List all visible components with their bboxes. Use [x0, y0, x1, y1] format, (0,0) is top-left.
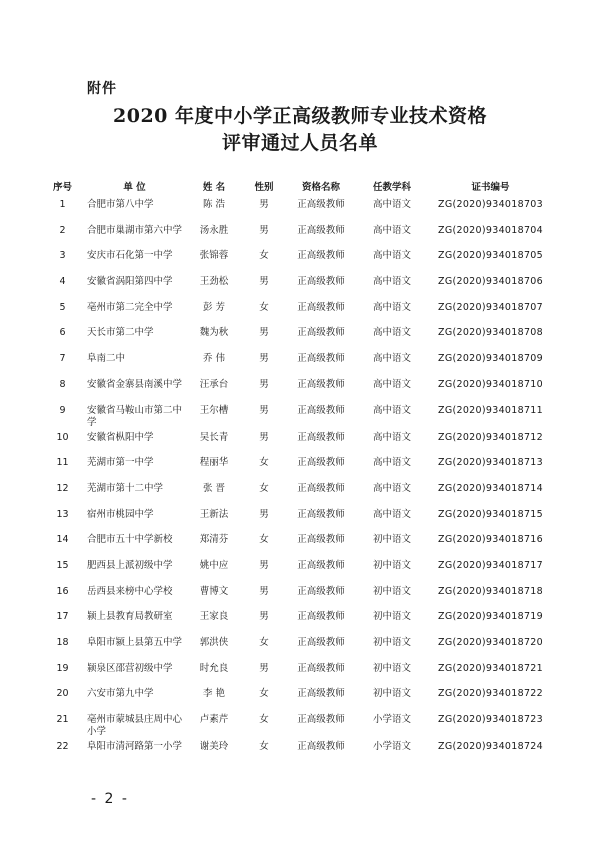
cell-gender: 女	[259, 534, 269, 546]
cell-unit: 安徽省涡阳第四中学	[87, 276, 173, 288]
cell-certificate: ZG(2020)934018715	[438, 508, 543, 520]
table-row	[40, 506, 555, 532]
cell-serial: 5	[59, 301, 66, 313]
header-name: 姓 名	[202, 182, 226, 193]
cell-serial: 11	[56, 457, 69, 469]
cell-gender: 男	[259, 327, 269, 339]
document-subtitle: 评审通过人员名单	[221, 132, 378, 154]
cell-certificate: ZG(2020)934018705	[438, 250, 543, 262]
cell-unit: 安庆市石化第一中学	[87, 250, 173, 262]
cell-unit: 阜阳市清河路第一小学	[87, 741, 183, 753]
header-qualification: 资格名称	[301, 182, 340, 193]
cell-subject: 高中语文	[372, 508, 411, 520]
header-gender: 性别	[254, 182, 274, 193]
cell-name: 王家良	[199, 611, 229, 623]
cell-unit: 合肥市第八中学	[87, 199, 154, 210]
cell-certificate: ZG(2020)934018709	[438, 353, 543, 365]
cell-certificate: ZG(2020)934018706	[438, 276, 543, 288]
cell-serial: 20	[56, 688, 69, 700]
cell-qualification: 正高级教师	[297, 431, 345, 443]
cell-unit: 颍上县教育局教研室	[87, 611, 173, 623]
cell-certificate: ZG(2020)934018717	[438, 559, 543, 571]
attachment-label: 附件	[87, 81, 117, 97]
cell-name: 时允良	[199, 662, 229, 674]
cell-gender: 女	[259, 482, 269, 494]
table-row	[40, 247, 555, 273]
table-row	[40, 222, 555, 248]
cell-subject: 初中语文	[372, 637, 411, 648]
table-body	[40, 196, 555, 764]
cell-unit: 安徽省枞阳中学	[87, 431, 154, 443]
cell-name: 谢美玲	[199, 741, 229, 753]
cell-qualification: 正高级教师	[297, 224, 345, 236]
cell-name: 吴长青	[199, 431, 229, 443]
cell-qualification: 正高级教师	[297, 688, 345, 700]
cell-certificate: ZG(2020)934018716	[438, 534, 543, 546]
cell-certificate: ZG(2020)934018704	[438, 224, 543, 236]
cell-qualification: 正高级教师	[297, 714, 345, 726]
cell-name: 张 晋	[202, 482, 226, 494]
table-header-row	[40, 176, 555, 196]
table-row	[40, 557, 555, 583]
header-serial: 序号	[52, 182, 72, 193]
cell-qualification: 正高级教师	[297, 637, 345, 648]
cell-serial: 12	[56, 482, 69, 494]
cell-certificate: ZG(2020)934018703	[438, 199, 543, 210]
document-title: 2020 年度中小学正高级教师专业技术资格	[113, 105, 487, 127]
cell-gender: 男	[259, 585, 269, 597]
cell-serial: 16	[56, 585, 69, 597]
cell-gender: 女	[259, 741, 269, 753]
cell-certificate: ZG(2020)934018720	[438, 637, 543, 648]
table-row	[40, 531, 555, 557]
cell-name: 乔 伟	[202, 353, 226, 365]
cell-certificate: ZG(2020)934018724	[438, 741, 543, 753]
table-row	[40, 273, 555, 299]
cell-unit: 亳州市第二完全中学	[87, 301, 173, 313]
cell-unit: 岳西县来榜中心学校	[87, 585, 173, 597]
cell-unit: 芜湖市第一中学	[87, 457, 154, 469]
cell-qualification: 正高级教师	[297, 353, 345, 365]
cell-certificate: ZG(2020)934018713	[438, 457, 543, 469]
table-row	[40, 402, 555, 429]
cell-subject: 高中语文	[372, 199, 411, 210]
cell-qualification: 正高级教师	[297, 301, 345, 313]
cell-unit: 六安市第九中学	[87, 688, 154, 700]
cell-subject: 高中语文	[372, 250, 411, 262]
cell-name: 汤永胜	[199, 224, 229, 236]
cell-certificate: ZG(2020)934018719	[438, 611, 543, 623]
table-row	[40, 660, 555, 686]
table-row	[40, 324, 555, 350]
cell-gender: 男	[259, 431, 269, 443]
cell-gender: 男	[259, 508, 269, 520]
cell-qualification: 正高级教师	[297, 250, 345, 262]
cell-subject: 高中语文	[372, 482, 411, 494]
cell-subject: 初中语文	[372, 585, 411, 597]
cell-unit: 阜南二中	[87, 353, 126, 365]
cell-qualification: 正高级教师	[297, 559, 345, 571]
cell-serial: 14	[56, 534, 69, 546]
cell-gender: 女	[259, 714, 269, 726]
table-row	[40, 299, 555, 325]
cell-unit: 颍泉区邵营初级中学	[87, 662, 173, 674]
cell-subject: 高中语文	[372, 353, 411, 365]
cell-gender: 男	[259, 353, 269, 365]
cell-serial: 13	[56, 508, 69, 520]
cell-gender: 男	[259, 378, 269, 390]
cell-qualification: 正高级教师	[297, 534, 345, 546]
cell-name: 张锦蓉	[199, 250, 229, 262]
cell-subject: 小学语文	[372, 741, 411, 753]
table-row	[40, 480, 555, 506]
cell-gender: 男	[259, 199, 269, 210]
cell-name: 李 艳	[202, 688, 226, 700]
cell-unit: 安徽省金寨县南溪中学	[87, 378, 183, 390]
cell-name: 王新法	[199, 508, 229, 520]
cell-qualification: 正高级教师	[297, 457, 345, 469]
cell-gender: 女	[259, 457, 269, 469]
cell-serial: 17	[56, 611, 69, 623]
cell-subject: 高中语文	[372, 224, 411, 236]
cell-gender: 男	[259, 404, 269, 416]
cell-qualification: 正高级教师	[297, 404, 345, 416]
cell-unit: 合肥市五十中学新校	[87, 534, 173, 546]
cell-qualification: 正高级教师	[297, 378, 345, 390]
cell-name: 王尔槽	[199, 404, 229, 416]
cell-serial: 10	[56, 431, 69, 443]
cell-gender: 女	[259, 637, 269, 648]
cell-certificate: ZG(2020)934018711	[438, 404, 543, 416]
cell-gender: 男	[259, 559, 269, 571]
cell-qualification: 正高级教师	[297, 482, 345, 494]
cell-name: 卢素芹	[199, 714, 229, 726]
cell-certificate: ZG(2020)934018708	[438, 327, 543, 339]
cell-certificate: ZG(2020)934018710	[438, 378, 543, 390]
cell-qualification: 正高级教师	[297, 276, 345, 288]
cell-serial: 6	[59, 327, 66, 339]
table-row	[40, 454, 555, 480]
cell-qualification: 正高级教师	[297, 199, 345, 210]
cell-subject: 高中语文	[372, 457, 411, 469]
cell-name: 陈 浩	[202, 199, 226, 210]
cell-unit: 天长市第二中学	[87, 327, 154, 339]
table-row	[40, 429, 555, 455]
page-number: - 2 -	[91, 791, 129, 807]
cell-qualification: 正高级教师	[297, 611, 345, 623]
cell-certificate: ZG(2020)934018714	[438, 482, 543, 494]
cell-unit: 芜湖市第十二中学	[87, 482, 164, 494]
cell-serial: 21	[56, 714, 69, 726]
cell-unit: 安徽省马鞍山市第二中学	[87, 404, 183, 428]
cell-unit: 肥西县上派初级中学	[87, 559, 173, 571]
table-row	[40, 685, 555, 711]
cell-unit: 阜阳市颍上县第五中学	[87, 637, 183, 648]
cell-name: 郭洪侠	[199, 637, 229, 648]
table-row	[40, 350, 555, 376]
cell-serial: 7	[59, 353, 66, 365]
cell-serial: 4	[59, 276, 66, 288]
table-row	[40, 376, 555, 402]
results-table	[40, 176, 555, 764]
table-row	[40, 738, 555, 764]
cell-qualification: 正高级教师	[297, 508, 345, 520]
cell-subject: 高中语文	[372, 404, 411, 416]
table-row	[40, 583, 555, 609]
cell-gender: 女	[259, 301, 269, 313]
cell-name: 魏为秋	[199, 327, 229, 339]
cell-serial: 1	[59, 199, 66, 210]
header-subject: 任教学科	[372, 182, 411, 193]
cell-subject: 初中语文	[372, 559, 411, 571]
cell-subject: 初中语文	[372, 662, 411, 674]
cell-qualification: 正高级教师	[297, 662, 345, 674]
cell-unit: 亳州市蒙城县庄周中心小学	[87, 714, 183, 738]
cell-name: 姚中应	[199, 559, 229, 571]
cell-gender: 男	[259, 224, 269, 236]
cell-serial: 9	[59, 404, 66, 416]
cell-gender: 女	[259, 250, 269, 262]
cell-serial: 19	[56, 662, 69, 674]
cell-certificate: ZG(2020)934018722	[438, 688, 543, 700]
cell-certificate: ZG(2020)934018721	[438, 662, 543, 674]
cell-subject: 高中语文	[372, 327, 411, 339]
cell-certificate: ZG(2020)934018718	[438, 585, 543, 597]
table-row	[40, 196, 555, 222]
cell-qualification: 正高级教师	[297, 741, 345, 753]
cell-name: 王劲松	[199, 276, 229, 288]
cell-subject: 高中语文	[372, 378, 411, 390]
cell-name: 汪承台	[199, 378, 229, 390]
cell-subject: 高中语文	[372, 431, 411, 443]
cell-name: 程丽华	[199, 457, 229, 469]
cell-certificate: ZG(2020)934018712	[438, 431, 543, 443]
table-row	[40, 608, 555, 634]
cell-qualification: 正高级教师	[297, 327, 345, 339]
cell-subject: 高中语文	[372, 276, 411, 288]
table-row	[40, 711, 555, 738]
cell-serial: 2	[59, 224, 66, 236]
cell-name: 曹博文	[199, 585, 229, 597]
cell-certificate: ZG(2020)934018723	[438, 714, 543, 726]
cell-name: 彭 芳	[202, 301, 226, 313]
cell-gender: 男	[259, 611, 269, 623]
cell-name: 郑清芬	[199, 534, 229, 546]
cell-certificate: ZG(2020)934018707	[438, 301, 543, 313]
cell-subject: 小学语文	[372, 714, 411, 726]
table-row	[40, 634, 555, 660]
cell-serial: 18	[56, 637, 69, 648]
cell-gender: 男	[259, 662, 269, 674]
cell-subject: 初中语文	[372, 688, 411, 700]
cell-serial: 3	[59, 250, 66, 262]
cell-serial: 8	[59, 378, 66, 390]
cell-serial: 15	[56, 559, 69, 571]
cell-serial: 22	[56, 741, 69, 753]
header-unit: 单 位	[123, 182, 146, 193]
cell-qualification: 正高级教师	[297, 585, 345, 597]
cell-unit: 宿州市桃园中学	[87, 508, 154, 520]
cell-subject: 初中语文	[372, 534, 411, 546]
cell-gender: 女	[259, 688, 269, 700]
header-certificate: 证书编号	[471, 182, 510, 193]
cell-subject: 高中语文	[372, 301, 411, 313]
cell-gender: 男	[259, 276, 269, 288]
cell-unit: 合肥市巢湖市第六中学	[87, 224, 183, 236]
cell-subject: 初中语文	[372, 611, 411, 623]
